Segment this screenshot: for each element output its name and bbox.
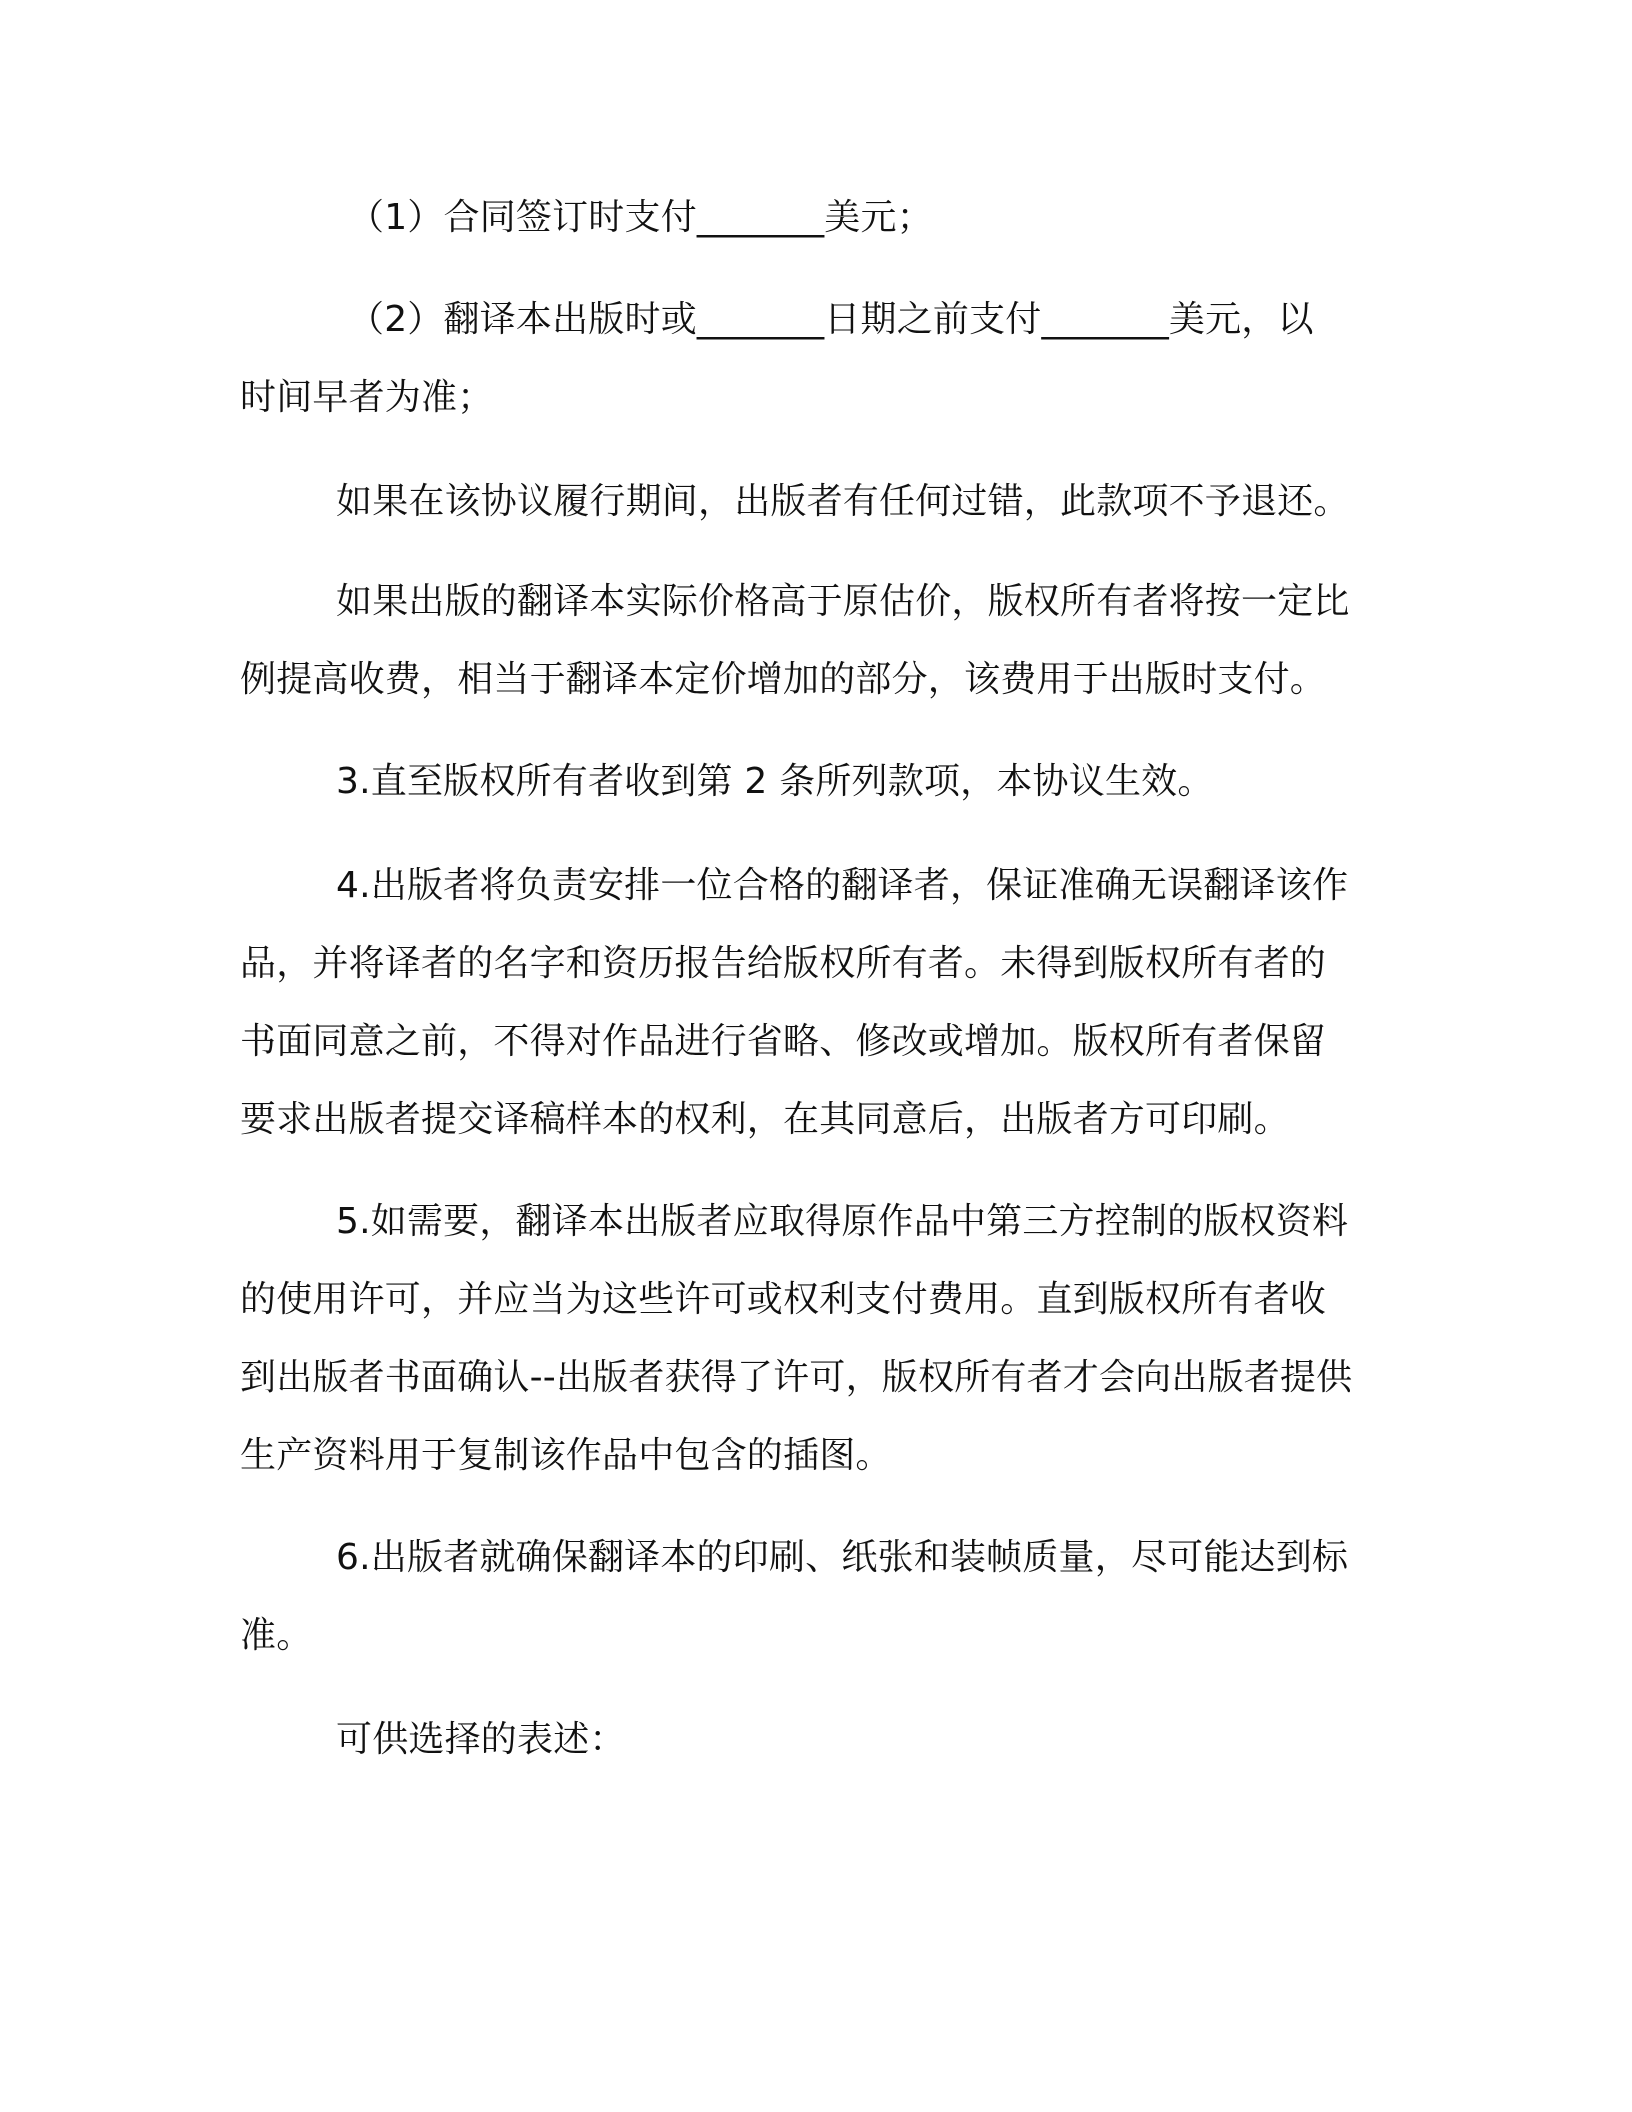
clause-4-line-2: 品，并将译者的名字和资历报告给版权所有者。未得到版权所有者的 bbox=[240, 943, 1327, 984]
paragraph-price-increase-line-1: 如果出版的翻译本实际价格高于原估价，版权所有者将按一定比 bbox=[336, 581, 1350, 622]
paragraph-price-increase-line-2: 例提高收费，相当于翻译本定价增加的部分，该费用于出版时支付。 bbox=[240, 659, 1327, 700]
clause-5-line-4: 生产资料用于复制该作品中包含的插图。 bbox=[240, 1435, 892, 1476]
clause-5-line-2: 的使用许可，并应当为这些许可或权利支付费用。直到版权所有者收 bbox=[240, 1279, 1327, 1320]
clause-5-line-3: 到出版者书面确认--出版者获得了许可，版权所有者才会向出版者提供 bbox=[240, 1357, 1353, 1398]
clause-4-line-3: 书面同意之前，不得对作品进行省略、修改或增加。版权所有者保留 bbox=[240, 1021, 1327, 1062]
payment-item-2-continued: 时间早者为准； bbox=[240, 377, 494, 418]
clause-3: 3.直至版权所有者收到第 2 条所列款项，本协议生效。 bbox=[336, 761, 1214, 802]
clause-5-line-1: 5.如需要，翻译本出版者应取得原作品中第三方控制的版权资料 bbox=[336, 1201, 1349, 1242]
alternative-wording-heading: 可供选择的表述： bbox=[336, 1719, 626, 1760]
clause-6-line-1: 6.出版者就确保翻译本的印刷、纸张和装帧质量，尽可能达到标 bbox=[336, 1537, 1349, 1578]
clause-6-line-2: 准。 bbox=[240, 1615, 313, 1656]
clause-4-line-4: 要求出版者提交译稿样本的权利，在其同意后，出版者方可印刷。 bbox=[240, 1099, 1290, 1140]
paragraph-no-refund: 如果在该协议履行期间，出版者有任何过错，此款项不予退还。 bbox=[336, 481, 1350, 522]
clause-4-line-1: 4.出版者将负责安排一位合格的翻译者，保证准确无误翻译该作 bbox=[336, 865, 1349, 906]
payment-item-2: （2）翻译本出版时或_______日期之前支付_______美元，以 bbox=[348, 299, 1314, 340]
payment-item-1: （1）合同签订时支付_______美元； bbox=[348, 197, 933, 238]
